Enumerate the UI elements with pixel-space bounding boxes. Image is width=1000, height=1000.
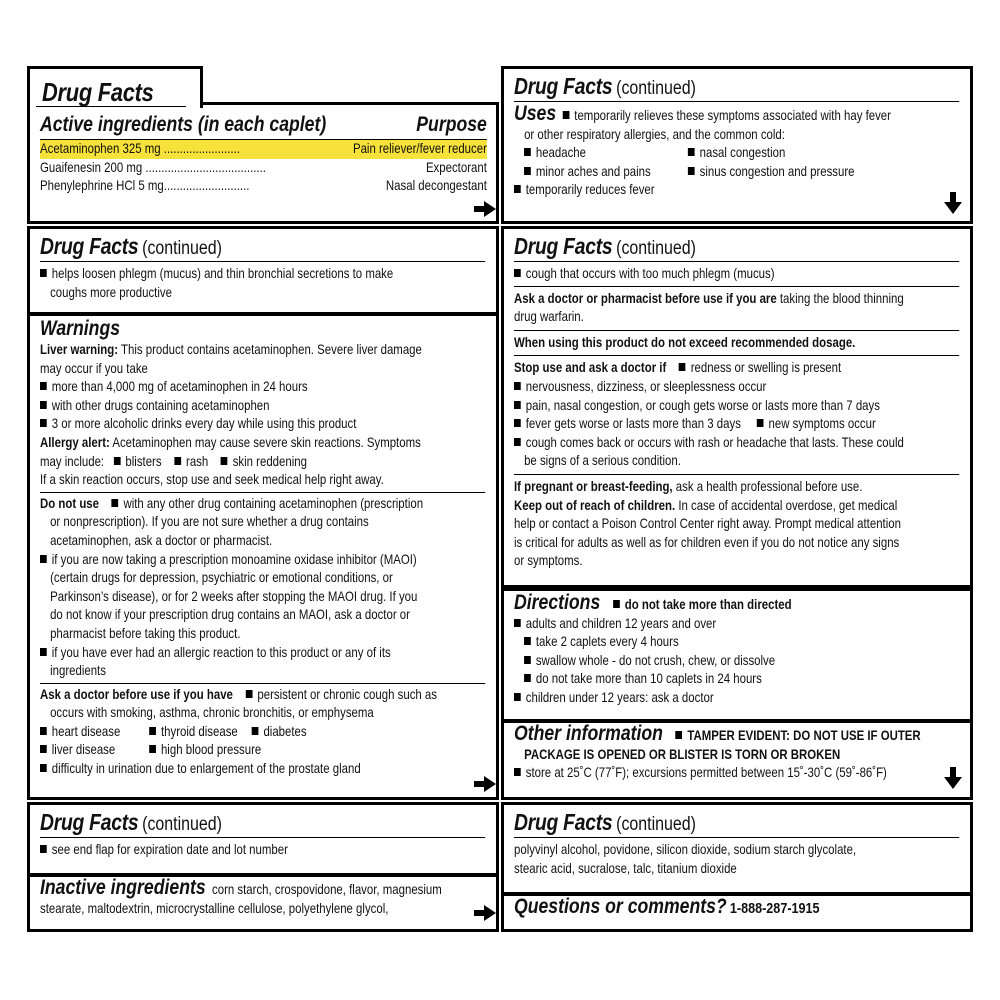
bullet-square-icon (613, 600, 620, 608)
warning-text: cough comes back or occurs with rash or headache that lasts. These could (525, 434, 904, 450)
warning-text: ask a health professional before use. (675, 478, 863, 494)
symptom: minor aches and pains (535, 163, 651, 179)
ingredient-name: Acetaminophen 325 mg (40, 141, 161, 156)
leader-dots: ...................................... (145, 159, 266, 175)
warning-text: Acetaminophen may cause severe skin reactions. Symptoms (112, 434, 421, 450)
ingredient-row (40, 159, 487, 178)
when-using-label: When using this product do not exceed recommended dosage. (514, 334, 856, 350)
bullet-square-icon (688, 167, 695, 175)
bullet-square-icon (563, 111, 570, 119)
warning-text: do not know if your prescription drug contains an MAOI, ask a doctor or (50, 607, 410, 623)
ask-doctor-label: Ask a doctor before use if you have (40, 686, 233, 702)
bullet-square-icon (40, 555, 47, 563)
direction-item: swallow whole - do not crush, chew, or dissolve (535, 652, 776, 668)
bullet-square-icon (679, 363, 686, 371)
bullet-square-icon (514, 382, 521, 390)
condition-item: heart disease (51, 723, 121, 739)
condition-item: high blood pressure (160, 742, 262, 758)
ask-pharmacist-label: Ask a doctor or pharmacist before use if you are (514, 290, 777, 306)
warning-text: taking the blood thinning (779, 290, 904, 306)
warning-item: skin reddening (232, 453, 307, 469)
warnings-heading: Warnings (40, 317, 121, 340)
ingredient-name: Guaifenesin 200 mg (40, 159, 143, 175)
warning-text: occurs with smoking, asthma, chronic bronchitis, or emphysema (50, 705, 374, 721)
title-underline (36, 106, 186, 107)
bullet-square-icon (514, 401, 521, 409)
warning-text: coughs more productive (50, 284, 172, 300)
warning-item: blisters (125, 453, 162, 469)
uses-text: temporarily reduces fever (525, 182, 655, 198)
ingredient-row (40, 177, 487, 196)
bullet-square-icon (40, 382, 47, 390)
direction-item: do not take more than 10 caplets in 24 hours (535, 671, 762, 687)
bullet-square-icon (114, 457, 121, 465)
bullet-square-icon (514, 185, 521, 193)
bullet-square-icon (514, 693, 521, 701)
inactive-text: stearate, maltodextrin, microcrystalline cellulose, polyethylene glycol, (40, 900, 389, 916)
warning-text: may occur if you take (40, 360, 148, 376)
active-ingredients-heading: Active ingredients (in each caplet) (40, 113, 327, 136)
warning-text: is critical for adults as well as for children even if you do not notice any signs (514, 534, 900, 550)
inactive-text: stearic acid, sucralose, talc, titanium dioxide (514, 860, 737, 876)
panel-inactive-ingredients (27, 802, 499, 932)
continued-label: (continued) (616, 814, 696, 835)
questions-heading: Questions or comments? (514, 895, 727, 918)
arrow-down-icon (944, 202, 962, 214)
warning-text: persistent or chronic cough such as (257, 686, 437, 702)
panel-warnings (27, 226, 499, 800)
ingredient-purpose: Pain reliever/fever reducer (352, 141, 487, 156)
drug-facts-title: Drug Facts (40, 809, 139, 835)
bullet-square-icon (524, 167, 531, 175)
phone-number: 1-888-287-1915 (729, 900, 820, 917)
bullet-square-icon (40, 269, 47, 277)
bullet-square-icon (112, 499, 119, 507)
drug-facts-title: Drug Facts (42, 77, 154, 107)
panel-active-ingredients (27, 102, 499, 224)
warning-item: nervousness, dizziness, or sleeplessness occur (525, 378, 767, 394)
drug-facts-tab (27, 66, 203, 108)
continued-label: (continued) (142, 238, 222, 259)
warning-text: cough that occurs with too much phlegm (mucus) (525, 266, 775, 281)
warning-text: This product contains acetaminophen. Severe liver damage (121, 342, 422, 357)
ingredient-purpose: Nasal decongestant (385, 178, 487, 194)
bullet-square-icon (514, 438, 521, 446)
warning-text: (certain drugs for depression, psychiatric or emotional conditions, or (50, 570, 393, 586)
directions-warning: do not take more than directed (624, 597, 792, 612)
uses-text: temporarily relieves these symptoms associated with hay fever (574, 108, 891, 123)
expiration-text: see end flap for expiration date and lot number (51, 842, 288, 857)
bullet-square-icon (514, 619, 521, 627)
warning-item: more than 4,000 mg of acetaminophen in 24 hours (51, 379, 308, 395)
drug-facts-title: Drug Facts (40, 233, 139, 259)
condition-item: thyroid disease (160, 723, 238, 739)
bullet-square-icon (524, 674, 531, 682)
warning-item: with other drugs containing acetaminophen (51, 397, 270, 413)
warning-text: with any other drug containing acetaminophen (prescription (123, 495, 424, 511)
direction-item: take 2 caplets every 4 hours (535, 634, 679, 650)
arrow-right-icon (484, 905, 496, 921)
condition-item: diabetes (263, 723, 307, 739)
uses-heading: Uses (514, 102, 557, 125)
warning-text: In case of accidental overdose, get medical (678, 497, 898, 513)
leader-dots: ........................ (163, 141, 240, 156)
warning-text: ingredients (50, 663, 106, 679)
panel-stop-use (501, 226, 973, 588)
tamper-evident: PACKAGE IS OPENED OR BLISTER IS TORN OR BROKEN (524, 746, 841, 762)
warning-item: redness or swelling is present (690, 360, 842, 376)
bullet-square-icon (246, 690, 253, 698)
arrow-right-icon (484, 776, 496, 792)
pregnant-label: If pregnant or breast-feeding, (514, 478, 673, 494)
warning-item: fever gets worse or lasts more than 3 days (525, 416, 741, 432)
direction-item: adults and children 12 years and over (525, 615, 717, 631)
bullet-square-icon (40, 401, 47, 409)
warning-item: pain, nasal congestion, or cough gets worse or lasts more than 7 days (525, 397, 880, 413)
stop-use-label: Stop use and ask a doctor if (514, 360, 667, 376)
warning-text: help or contact a Poison Control Center right away. Prompt medical attention (514, 516, 901, 532)
warning-text: pharmacist before taking this product. (50, 625, 241, 641)
inactive-ingredients-heading: Inactive ingredients (40, 876, 206, 899)
symptom: sinus congestion and pressure (699, 163, 855, 179)
tamper-evident: TAMPER EVIDENT: DO NOT USE IF OUTER (687, 728, 921, 743)
symptom: headache (535, 145, 587, 161)
warning-text: helps loosen phlegm (mucus) and thin bronchial secretions to make (51, 266, 394, 281)
bullet-square-icon (524, 637, 531, 645)
continued-label: (continued) (616, 78, 696, 99)
drug-facts-title: Drug Facts (514, 73, 613, 99)
bullet-square-icon (221, 457, 228, 465)
warning-text: be signs of a serious condition. (524, 453, 681, 469)
directions-heading: Directions (514, 591, 601, 614)
direction-item: children under 12 years: ask a doctor (525, 689, 714, 705)
bullet-square-icon (149, 745, 156, 753)
ingredient-row (40, 140, 487, 159)
drug-facts-title: Drug Facts (514, 233, 613, 259)
bullet-square-icon (40, 745, 47, 753)
warning-item: new symptoms occur (768, 416, 876, 432)
arrow-right-icon (484, 201, 496, 217)
panel-uses (501, 66, 973, 224)
do-not-use-label: Do not use (40, 495, 99, 511)
bullet-square-icon (174, 457, 181, 465)
inactive-text: polyvinyl alcohol, povidone, silicon dioxide, sodium starch glycolate, (514, 842, 857, 857)
warning-item: 3 or more alcoholic drinks every day while using this product (51, 416, 357, 432)
keep-out-label: Keep out of reach of children. (514, 497, 676, 513)
warning-item: rash (186, 453, 209, 469)
bullet-square-icon (40, 727, 47, 735)
bullet-square-icon (40, 764, 47, 772)
bullet-square-icon (252, 727, 259, 735)
warning-text: Parkinson’s disease), or for 2 weeks after stopping the MAOI drug. If you (50, 588, 418, 604)
warning-text: or nonprescription). If you are not sure whether a drug contains (50, 514, 369, 530)
allergy-alert-label: Allergy alert: (40, 434, 110, 450)
uses-text: or other respiratory allergies, and the common cold: (524, 126, 785, 142)
bullet-square-icon (149, 727, 156, 735)
bullet-square-icon (514, 419, 521, 427)
leader-dots: ........................... (163, 178, 250, 194)
bullet-square-icon (514, 269, 521, 277)
continued-label: (continued) (616, 238, 696, 259)
warning-text: If a skin reaction occurs, stop use and seek medical help right away. (40, 472, 384, 488)
bullet-square-icon (40, 648, 47, 656)
warning-text: drug warfarin. (514, 309, 584, 325)
warning-text: if you have ever had an allergic reaction to this product or any of its (51, 644, 391, 660)
panel-questions (501, 802, 973, 932)
purpose-heading: Purpose (416, 113, 487, 136)
warning-text: may include: (40, 453, 105, 469)
other-information-heading: Other information (514, 722, 663, 745)
warning-text: acetaminophen, ask a doctor or pharmacist. (50, 532, 273, 548)
drug-facts-title: Drug Facts (514, 809, 613, 835)
bullet-square-icon (688, 148, 695, 156)
ingredient-purpose: Expectorant (425, 159, 487, 175)
warning-text: if you are now taking a prescription monoamine oxidase inhibitor (MAOI) (51, 551, 417, 567)
bullet-square-icon (757, 419, 764, 427)
inactive-text: corn starch, crospovidone, flavor, magnesium (212, 882, 442, 897)
bullet-square-icon (524, 656, 531, 664)
ingredient-name: Phenylephrine HCl 5 mg (40, 178, 164, 194)
bullet-square-icon (524, 148, 531, 156)
symptom: nasal congestion (699, 145, 786, 161)
panel-directions (501, 588, 973, 800)
condition-item: difficulty in urination due to enlargement of the prostate gland (51, 761, 361, 777)
bullet-square-icon (40, 845, 47, 853)
bullet-square-icon (514, 768, 521, 776)
bullet-square-icon (676, 731, 683, 739)
liver-warning-label: Liver warning: (40, 342, 119, 357)
continued-label: (continued) (142, 814, 222, 835)
warning-text: or symptoms. (514, 553, 583, 569)
bullet-square-icon (40, 419, 47, 427)
storage-text: store at 25˚C (77˚F); excursions permitted between 15˚-30˚C (59˚-86˚F) (525, 765, 887, 781)
condition-item: liver disease (51, 742, 116, 758)
